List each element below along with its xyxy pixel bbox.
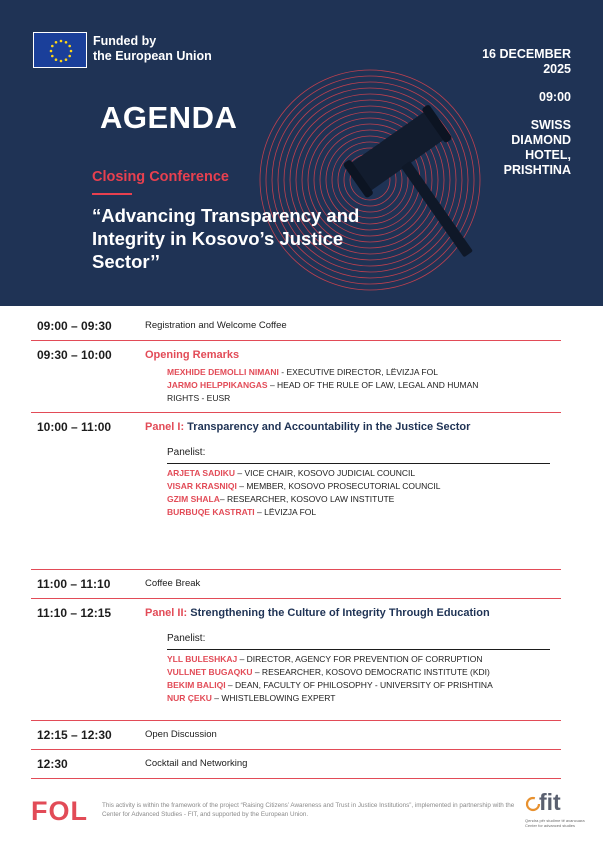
speaker-name: NUR ÇEKU [167,693,212,703]
agenda-label: Cocktail and Networking [145,758,248,769]
agenda-time: 10:00 – 11:00 [37,420,112,434]
speaker-list [145,366,561,405]
speaker-item [167,493,561,506]
speaker-role: – RESEARCHER, KOSOVO DEMOCRATIC INSTITUTE (KDI) [252,667,490,677]
event-time: 09:00 [539,90,571,104]
speaker-item [167,366,561,379]
footer-disclaimer: This activity is within the framework of the project “Raising Citizens’ Awareness and Trust in Justice Institutions”, implemented in partnership with the Center for Advanced Studies - FIT, and supported by the European Union. [102,802,515,818]
agenda-section-title: Opening Remarks [145,349,240,361]
agenda-label: Open Discussion [145,729,217,740]
speaker-role: – DIRECTOR, AGENCY FOR PREVENTION OF CORRUPTION [237,654,483,664]
agenda-time: 09:30 – 10:00 [37,348,112,362]
speaker-name: ARJETA SADIKU [167,468,236,478]
speaker-item [167,679,561,692]
speaker-name: JARMO HELPPIKANGAS [167,380,268,390]
fit-wordmark: fit [539,789,561,815]
eu-funding-label [93,34,212,64]
agenda-row-cocktail [31,750,561,779]
speaker-role: – WHISTLEBLOWING EXPERT [211,693,336,703]
agenda-row-discussion [31,721,561,750]
panel-title: Transparency and Accountability in the Justice Sector [184,421,471,433]
header-banner [0,0,603,306]
agenda-row-panel-2 [31,599,561,721]
speaker-name: BURBUQE KASTRATI [167,507,255,517]
event-venue: SWISS DIAMOND HOTEL, PRISHTINA [503,118,571,177]
panelist-heading: Panelist: [167,445,550,464]
speaker-name: VISAR KRASNIQI [167,481,237,491]
panel-prefix: Panel I: [145,421,185,433]
divider [92,193,132,195]
agenda-row-coffee [31,570,561,599]
event-subtitle: Closing Conference [92,169,229,185]
speaker-name: MEXHIDE DEMOLLI NIMANI [167,367,279,377]
eu-funded-line2: the European Union [93,49,212,63]
speaker-role: – HEAD OF THE RULE OF LAW, LEGAL AND HUMAN RIGHTS - EUSR [167,380,479,403]
eu-funded-line1: Funded by [93,34,157,48]
speaker-item [167,506,561,519]
event-headline: “Advancing Transparency and Integrity in Kosovo’s Justice Sector’’ [92,205,360,272]
agenda-table [31,312,561,779]
panel-title: Strengthening the Culture of Integrity Through Education [187,607,490,619]
speaker-name: BEKIM BALIQI [167,680,226,690]
agenda-row-opening [31,341,561,413]
fol-logo: FOL [31,796,88,826]
agenda-time: 11:00 – 11:10 [37,577,111,591]
page-title: AGENDA [100,100,238,135]
speaker-item [167,379,487,405]
agenda-time: 12:30 [37,757,68,771]
event-meta [461,47,571,178]
event-date: 16 DECEMBER 2025 [482,47,571,76]
speaker-role: – RESEARCHER, KOSOVO LAW INSTITUTE [219,494,395,504]
speaker-item [167,480,561,493]
panel-prefix: Panel II: [145,607,188,619]
agenda-time: 09:00 – 09:30 [37,319,112,333]
speaker-name: VULLNET BUGAQKU [167,667,253,677]
speaker-item [167,653,561,666]
speaker-role: – MEMBER, KOSOVO PROSECUTORIAL COUNCIL [236,481,441,491]
eu-flag-icon [33,32,87,68]
fit-tagline: Qendra për studime të avancuara Center for advanced studies [525,818,585,828]
agenda-label: Coffee Break [145,578,201,589]
agenda-row-panel-1 [31,413,561,570]
agenda-time: 11:10 – 12:15 [37,606,112,620]
speaker-role: – VICE CHAIR, KOSOVO JUDICIAL COUNCIL [235,468,416,478]
speaker-role: – LËVIZJA FOL [254,507,317,517]
speaker-list [145,653,561,705]
speaker-role: – DEAN, FACULTY OF PHILOSOPHY - UNIVERSITY OF PRISHTINA [225,680,493,690]
speaker-item [167,692,561,705]
speaker-name: GZIM SHALA [167,494,220,504]
speaker-name: YLL BULESHKAJ [167,654,238,664]
agenda-row-registration [31,312,561,341]
speaker-role: - EXECUTIVE DIRECTOR, LËVIZJA FOL [278,367,438,377]
agenda-time: 12:15 – 12:30 [37,728,112,742]
speaker-item [167,467,561,480]
speaker-item [167,666,561,679]
agenda-label: Registration and Welcome Coffee [145,320,287,331]
panelist-heading: Panelist: [167,631,550,650]
speaker-list [145,467,561,519]
